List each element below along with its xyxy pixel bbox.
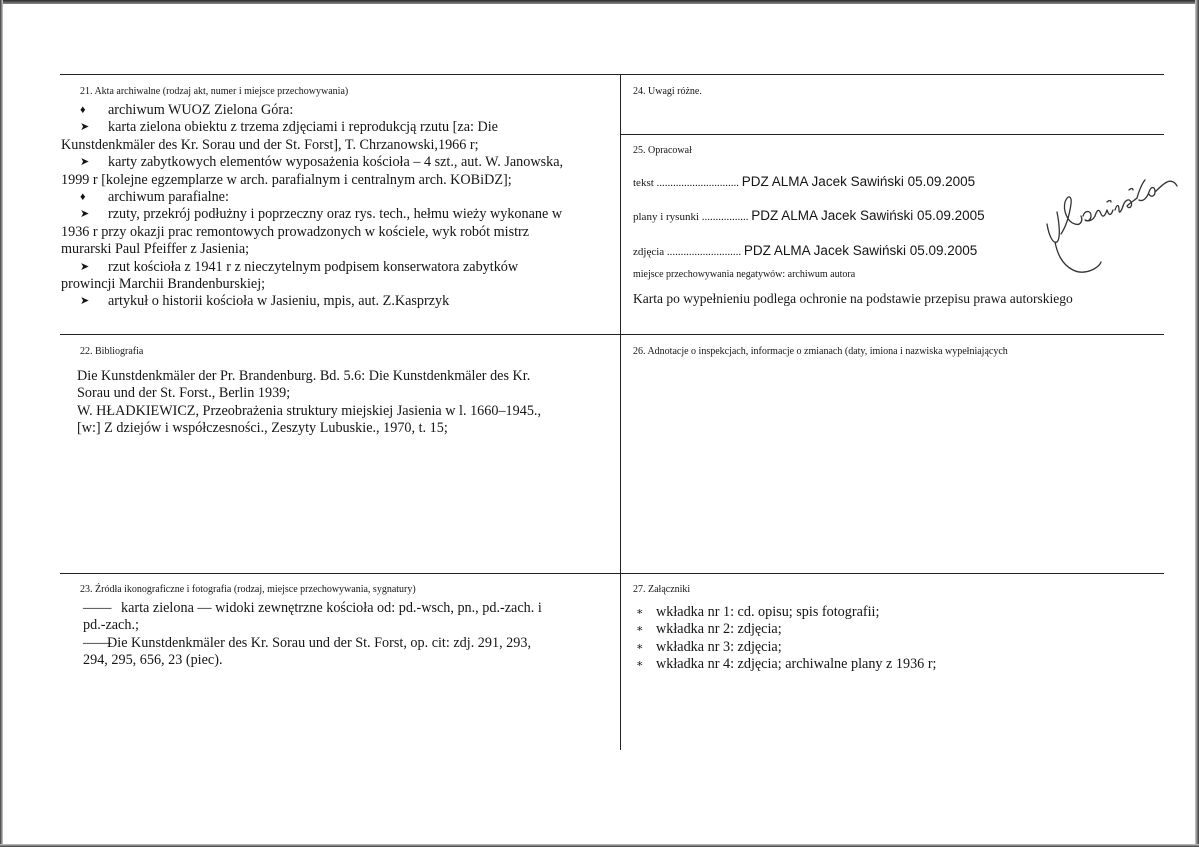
- section-23-header: 23. Źródła ikonograficzne i fotografia (rodzaj, miejsce przechowywania, sygnatury): [80, 584, 416, 595]
- list-item: ➤ karta zielona obiektu z trzema zdjęciami i reprodukcją rzutu [za: Die Kunstdenkmäler des Kr. Sorau und der St. Forst], T. Chrzanowski,1966 r;: [61, 119, 498, 153]
- sources-list: [83, 600, 610, 670]
- section-22-bibliography: [77, 346, 610, 438]
- section-24-header: 24. Uwagi różne.: [633, 86, 702, 97]
- section-25-prepared-by: [633, 145, 1158, 306]
- scan-edge-top: [0, 0, 1199, 4]
- list-item: ➤ artykuł o historii kościoła w Jasieniu, mpis, aut. Z.Kasprzyk: [80, 293, 450, 310]
- prepared-plans-row: plany i rysunki ................. PDZ ALMA Jacek Sawiński 05.09.2005: [633, 208, 985, 223]
- section-26-annotations: [633, 346, 1158, 358]
- list-item: ♦ archiwum WUOZ Zielona Góra:: [80, 102, 294, 118]
- section-27-header: 27. Załączniki: [633, 584, 691, 595]
- scan-edge-right: [1195, 0, 1199, 847]
- negatives-location: miejsce przechowywania negatywów: archiwum autora: [633, 269, 856, 280]
- handwritten-signature: [1035, 172, 1185, 282]
- section-27-attachments: [633, 584, 1158, 674]
- section-24-remarks: [633, 86, 1153, 98]
- attachments-list: [636, 604, 1158, 674]
- prepared-photos-row: zdjęcia ........................... PDZ ALMA Jacek Sawiński 05.09.2005: [633, 243, 978, 258]
- list-item: ∗ wkładka nr 4: zdjęcia; archiwalne plany z 1936 r;: [636, 656, 937, 673]
- list-item: ∗ wkładka nr 2: zdjęcia;: [636, 621, 782, 638]
- grid-line-divider: [620, 74, 621, 750]
- grid-line-right-sub: [620, 134, 1164, 135]
- section-25-header: 25. Opracował: [633, 145, 692, 156]
- section-22-header: 22. Bibliografia: [80, 346, 144, 357]
- list-item: ➤ karty zabytkowych elementów wyposażenia kościoła – 4 szt., aut. W. Janowska, 1999 r [kolejne egzemplarze w arch. parafialnym i centralnym arch. KOBiDZ];: [61, 154, 564, 188]
- prepared-text-row: tekst .............................. PDZ ALMA Jacek Sawiński 05.09.2005: [633, 174, 976, 189]
- grid-line-top: [60, 74, 1164, 75]
- grid-line-lower: [60, 573, 1164, 574]
- list-item: —— karta zielona — widoki zewnętrzne kościoła od: pd.-wsch, pn., pd.-zach. i pd.-zach.;: [83, 600, 542, 634]
- copyright-notice: Karta po wypełnieniu podlega ochronie na podstawie przepisu prawa autorskiego: [633, 291, 1073, 306]
- list-item: ♦ archiwum parafialne:: [80, 189, 229, 206]
- section-21-archives: [61, 86, 610, 311]
- bibliography-text: [77, 368, 610, 438]
- bibliography-line: Sorau und der St. Forst., Berlin 1939;: [77, 385, 291, 402]
- list-item: ➤ rzuty, przekrój podłużny i poprzeczny oraz rys. tech., hełmu wieży wykonane w 1936 r przy okazji prac remontowych prowadzonych w kościele, wyk robót mistrz murarski Paul Pfeiffer z Jasienia;: [61, 206, 563, 258]
- list-item: ∗ wkładka nr 1: cd. opisu; spis fotografii;: [636, 604, 880, 620]
- scan-edge-left: [0, 0, 3, 847]
- bibliography-line: W. HŁADKIEWICZ, Przeobrażenia struktury miejskiej Jasienia w l. 1660–1945.,: [77, 402, 542, 419]
- grid-line-middle: [60, 334, 1164, 335]
- section-26-header: 26. Adnotacje o inspekcjach, informacje o zmianach (daty, imiona i nazwiska wypełniających: [633, 346, 1008, 357]
- section-23-iconographic-sources: [80, 584, 610, 670]
- section-21-header: 21. Akta archiwalne (rodzaj akt, numer i miejsce przechowywania): [80, 86, 349, 97]
- list-item: ∗ wkładka nr 3: zdjęcia;: [636, 638, 782, 655]
- bibliography-line: [w:] Z dziejów i współczesności., Zeszyty Lubuskie., 1970, t. 15;: [77, 420, 448, 437]
- bibliography-line: Die Kunstdenkmäler der Pr. Brandenburg. Bd. 5.6: Die Kunstdenkmäler des Kr.: [77, 368, 531, 384]
- list-item: ——Die Kunstdenkmäler des Kr. Sorau und der St. Forst, op. cit: zdj. 291, 293, 294, 295, 656, 23 (piec).: [83, 634, 531, 669]
- archives-list: [61, 102, 610, 311]
- list-item: ➤ rzut kościoła z 1941 r z nieczytelnym podpisem konserwatora zabytków prowincji Marchii Brandenburskiej;: [61, 258, 519, 293]
